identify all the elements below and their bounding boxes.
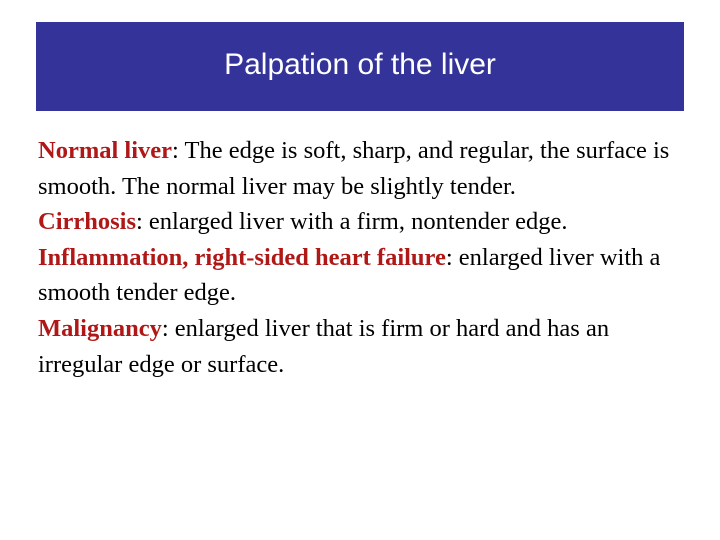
term-description: : enlarged liver with a smooth tender edge. bbox=[38, 243, 661, 307]
list-item-inflammation bbox=[38, 240, 678, 311]
term-description: : enlarged liver that is firm or hard and has an irregular edge or surface. bbox=[38, 314, 610, 378]
page-title: Palpation of the liver bbox=[224, 47, 496, 81]
list-item-cirrhosis bbox=[38, 204, 678, 240]
term-description: : The edge is soft, sharp, and regular, the surface is smooth. The normal liver may be slightly tender. bbox=[38, 137, 670, 200]
content-body bbox=[38, 133, 678, 382]
term-label: Malignancy bbox=[38, 314, 162, 342]
list-item-normal-liver bbox=[38, 133, 678, 204]
term-description: : enlarged liver with a firm, nontender edge. bbox=[136, 208, 568, 236]
title-banner bbox=[36, 22, 684, 111]
list-item-malignancy bbox=[38, 311, 678, 382]
term-label: Cirrhosis bbox=[38, 208, 136, 236]
term-label: Inflammation, right-sided heart failure bbox=[38, 243, 446, 271]
term-label: Normal liver bbox=[38, 137, 173, 164]
